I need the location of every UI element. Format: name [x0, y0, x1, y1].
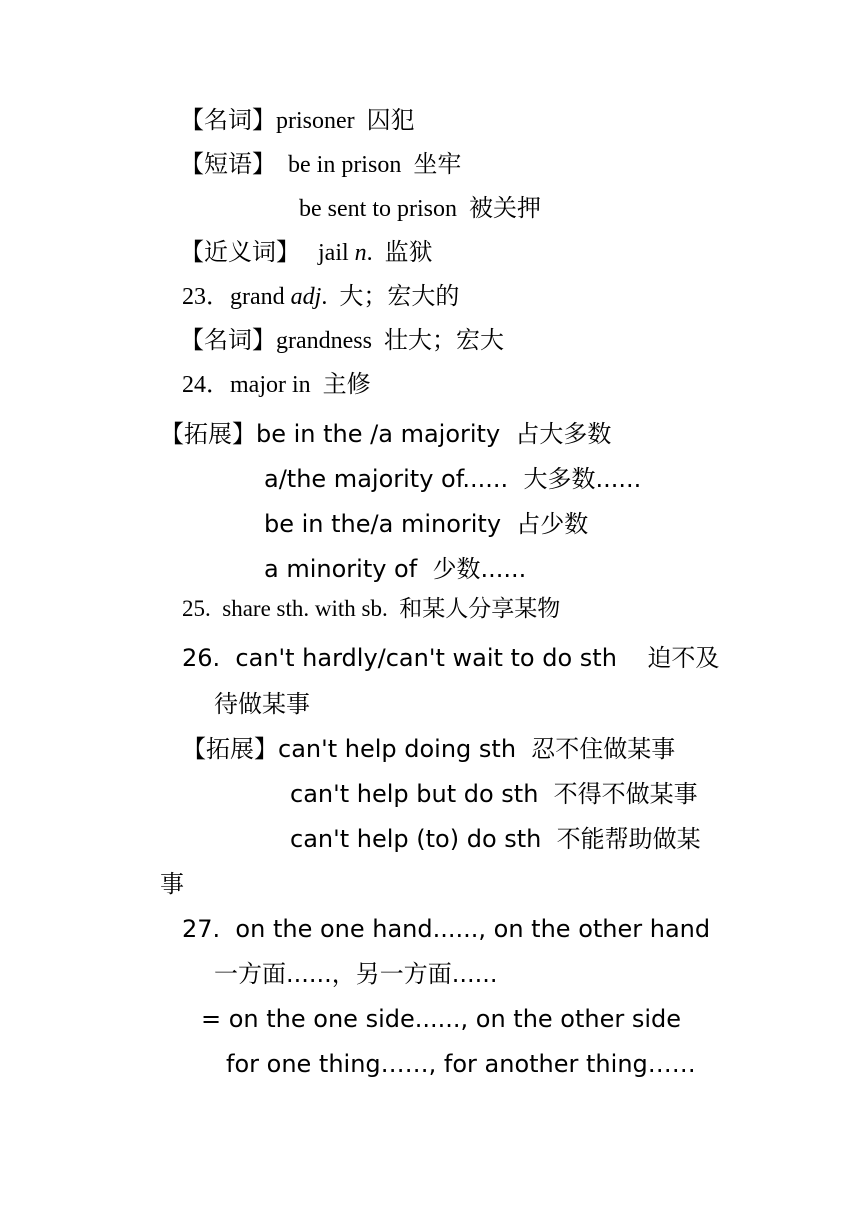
line-for-one-thing: for one thing……, for another thing…… — [226, 1050, 696, 1078]
line-cant-help-but: can't help but do sth 不得不做某事 — [290, 780, 698, 808]
synonym-meaning: . 监狱 — [366, 240, 433, 266]
line-minority-of: a minority of 少数...... — [264, 555, 527, 583]
item-23-head: 23．grand — [182, 284, 291, 310]
line-item-26-cant-wait: 26. can't hardly/can't wait to do sth 迫不及 — [182, 644, 720, 672]
line-item-26-cont: 待做某事 — [214, 690, 310, 718]
line-prison-phrase: 【短语】 be in prison 坐牢 — [180, 152, 462, 178]
line-one-side: = on the one side......, on the other side — [201, 1005, 682, 1033]
line-cant-help-to-cont: 事 — [160, 870, 184, 898]
line-extension-cant-help-doing: 【拓展】can't help doing sth 忍不住做某事 — [182, 735, 676, 763]
line-prisoner-noun: 【名词】prisoner 囚犯 — [180, 108, 415, 134]
line-item-24-major-in: 24．major in 主修 — [182, 372, 371, 398]
line-cant-help-to: can't help (to) do sth 不能帮助做某 — [290, 825, 701, 853]
line-sent-to-prison: be sent to prison 被关押 — [299, 196, 541, 222]
item-23-meaning: . 大；宏大的 — [321, 284, 460, 310]
line-in-minority: be in the/a minority 占少数 — [264, 510, 589, 538]
pos-noun: n — [354, 240, 367, 266]
pos-adj: adj — [290, 284, 322, 310]
line-item-27-one-hand: 27. on the one hand......, on the other hand — [182, 915, 711, 943]
line-item-25-share: 25. share sth. with sb. 和某人分享某物 — [182, 596, 561, 621]
line-item-27-meaning: 一方面......，另一方面...... — [214, 960, 498, 988]
line-item-23-grand — [182, 285, 459, 309]
line-majority-of: a/the majority of...... 大多数...... — [264, 465, 642, 493]
line-grandness-noun: 【名词】grandness 壮大；宏大 — [180, 328, 504, 354]
line-synonym-jail — [180, 241, 433, 265]
line-extension-majority: 【拓展】be in the /a majority 占大多数 — [160, 420, 612, 448]
synonym-label: 【近义词】 jail — [180, 240, 355, 266]
